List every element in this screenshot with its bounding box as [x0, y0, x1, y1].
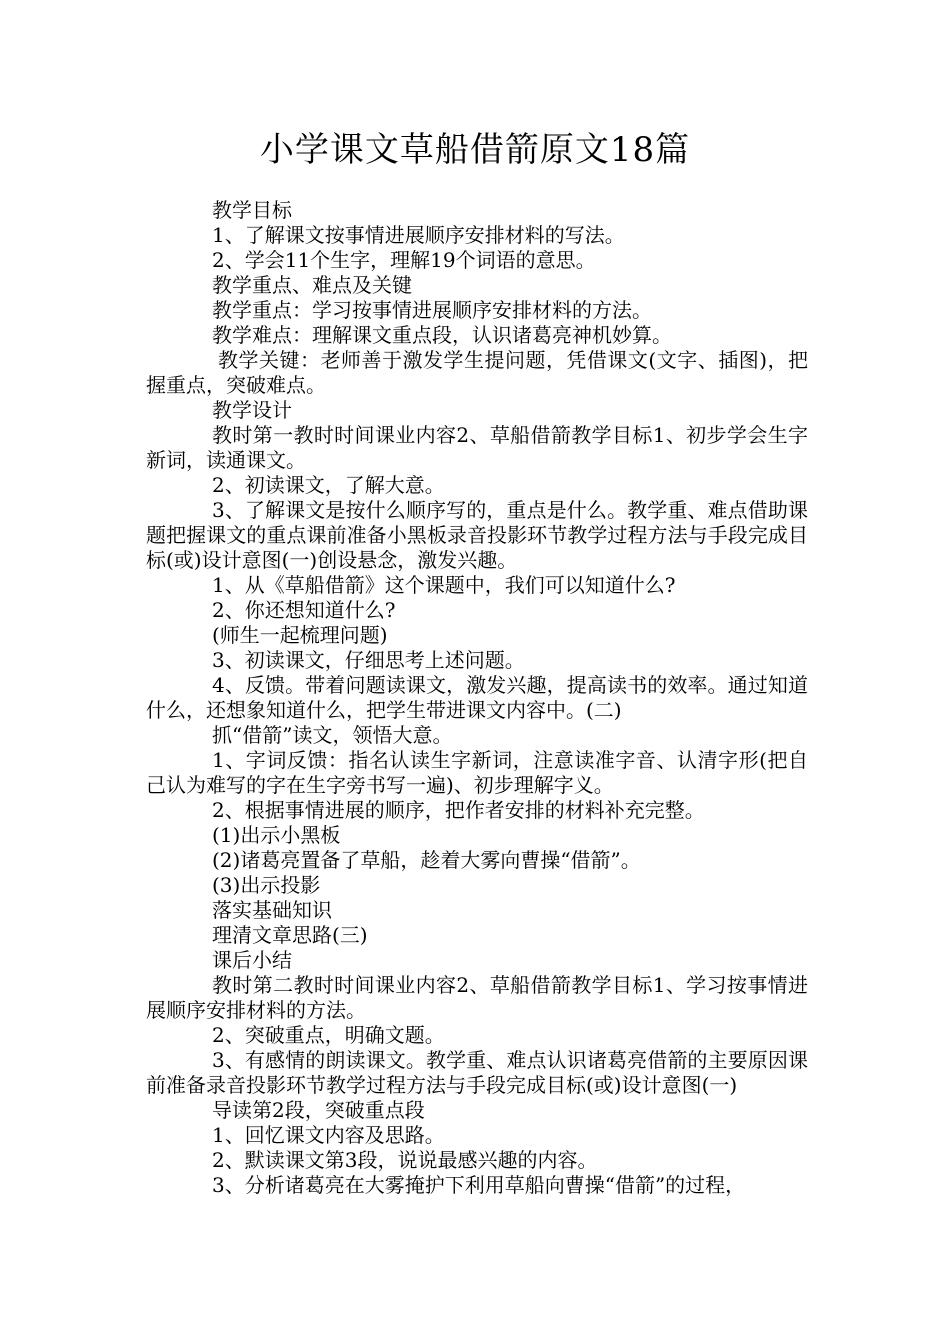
paragraph: 4、反馈。带着问题读课文，激发兴趣，提高读书的效率。通过知道什么，还想象知道什么，把学生带进课文内容中。(二)	[146, 673, 808, 722]
paragraph: 3、有感情的朗读课文。教学重、难点认识诸葛亮借箭的主要原因课前准备录音投影环节教学过程方法与手段完成目标(或)设计意图(一)	[146, 1048, 808, 1097]
paragraph: 教时第二教时时间课业内容2、草船借箭教学目标1、学习按事情进展顺序安排材料的方法。	[146, 973, 808, 1022]
paragraph: (1)出示小黑板	[212, 823, 341, 847]
paragraph: 3、分析诸葛亮在大雾掩护下利用草船向曹操“借箭”的过程，	[212, 1173, 746, 1197]
paragraph: 1、从《草船借箭》这个课题中，我们可以知道什么?	[212, 573, 676, 597]
paragraph: (3)出示投影	[212, 873, 321, 897]
paragraph: 1、回忆课文内容及思路。	[212, 1123, 445, 1147]
paragraph: 教学目标	[212, 198, 292, 222]
paragraph: 落实基础知识	[212, 898, 332, 922]
paragraph: 教学重点、难点及关键	[212, 273, 412, 297]
paragraph: 2、初读课文，了解大意。	[212, 473, 445, 497]
paragraph: 2、你还想知道什么?	[212, 598, 396, 622]
document-body	[146, 198, 808, 1198]
paragraph: 教学难点：理解课文重点段，认识诸葛亮神机妙算。	[212, 323, 672, 347]
paragraph: 2、学会11个生字，理解19个词语的意思。	[212, 248, 596, 272]
paragraph: 2、突破重点，明确文题。	[212, 1023, 445, 1047]
paragraph: 2、根据事情进展的顺序，把作者安排的材料补充完整。	[212, 798, 705, 822]
paragraph: (师生一起梳理问题)	[212, 623, 388, 647]
paragraph: 教时第一教时时间课业内容2、草船借箭教学目标1、初步学会生字新词，读通课文。	[146, 423, 808, 472]
paragraph: 2、默读课文第3段，说说最感兴趣的内容。	[212, 1148, 598, 1172]
paragraph: 教学设计	[212, 398, 292, 422]
paragraph: 教学重点：学习按事情进展顺序安排材料的方法。	[212, 298, 652, 322]
paragraph: 教学关键：老师善于激发学生提问题，凭借课文(文字、插图)，把握重点，突破难点。	[146, 348, 808, 397]
paragraph: 抓“借箭”读文，领悟大意。	[212, 723, 453, 747]
paragraph: 3、初读课文，仔细思考上述问题。	[212, 648, 525, 672]
paragraph: 1、字词反馈：指名认读生字新词，注意读准字音、认清字形(把自己认为难写的字在生字旁书写一遍)、初步理解字义。	[146, 748, 808, 797]
document-title: 小学课文草船借箭原文18篇	[259, 130, 691, 170]
paragraph: 理清文章思路(三)	[212, 923, 368, 947]
paragraph: (2)诸葛亮置备了草船，趁着大雾向曹操“借箭”。	[212, 848, 641, 872]
paragraph: 导读第2段，突破重点段	[212, 1098, 425, 1122]
paragraph: 课后小结	[212, 948, 292, 972]
paragraph: 1、了解课文按事情进展顺序安排材料的写法。	[212, 223, 625, 247]
paragraph: 3、了解课文是按什么顺序写的，重点是什么。教学重、难点借助课题把握课文的重点课前准备小黑板录音投影环节教学过程方法与手段完成目标(或)设计意图(一)创设悬念，激发兴趣。	[146, 498, 808, 572]
